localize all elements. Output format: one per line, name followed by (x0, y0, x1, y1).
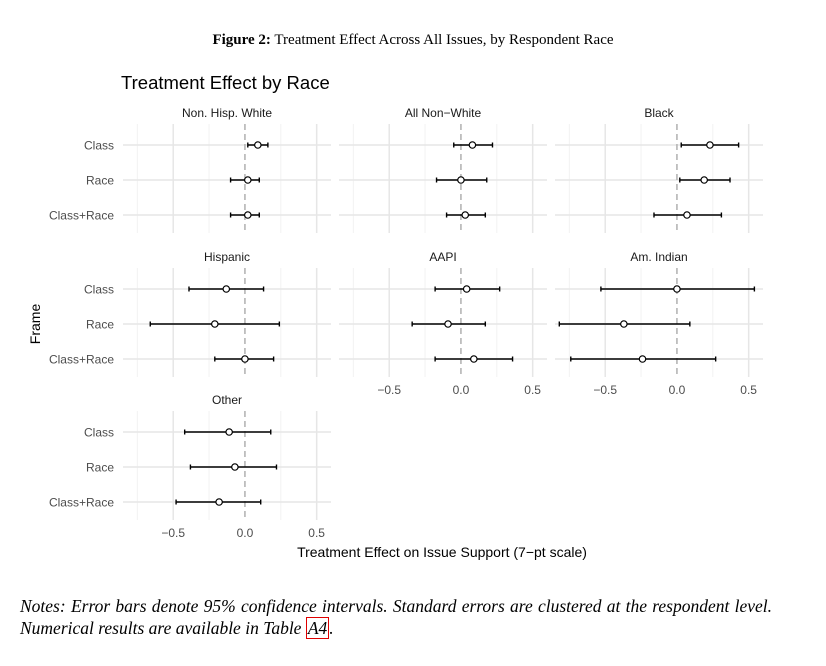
point-estimate (212, 321, 218, 327)
x-tick-label: −0.5 (161, 526, 186, 540)
y-tick-label: Class (83, 425, 114, 440)
y-tick-label: Race (85, 317, 114, 332)
panel-title: Non. Hisp. White (181, 106, 273, 120)
point-estimate (216, 499, 222, 505)
panel-other (49, 393, 331, 540)
panel-title: AAPI (429, 250, 457, 264)
y-tick-label: Class+Race (48, 208, 114, 223)
point-estimate (621, 321, 627, 327)
point-estimate (639, 356, 645, 362)
panel-black (555, 106, 763, 233)
x-axis-title: Treatment Effect on Issue Support (7−pt scale) (297, 544, 587, 560)
notes-text: Notes: Error bars denote 95% confidence intervals. Standard errors are clustered at the respondent level. Numerical results are available in Table (20, 596, 772, 638)
x-tick-label: 0.5 (308, 526, 325, 540)
point-estimate (469, 142, 475, 148)
y-tick-label: Class (83, 282, 114, 297)
y-tick-label: Class+Race (48, 352, 114, 367)
y-tick-label: Class+Race (48, 495, 114, 510)
y-tick-label: Class (83, 138, 114, 153)
point-estimate (463, 286, 469, 292)
point-estimate (674, 286, 680, 292)
table-reference-link[interactable]: A4 (307, 618, 328, 638)
panel-am-indian (555, 250, 763, 397)
point-estimate (226, 429, 232, 435)
point-estimate (707, 142, 713, 148)
x-tick-label: −0.5 (593, 383, 618, 397)
panel-hispanic (49, 250, 331, 377)
figure-caption-text: Treatment Effect Across All Issues, by Respondent Race (274, 32, 614, 48)
figure-notes (20, 595, 772, 639)
y-tick-label: Race (85, 173, 114, 188)
point-estimate (223, 286, 229, 292)
x-tick-label: 0.0 (668, 383, 686, 397)
point-estimate (445, 321, 451, 327)
y-axis-title: Frame (27, 303, 43, 345)
point-estimate (245, 177, 251, 183)
notes-end: . (329, 618, 334, 638)
figure-caption-label: Figure 2: (212, 32, 271, 48)
facet-panels (49, 106, 763, 540)
x-tick-label: −0.5 (377, 383, 402, 397)
panel-title: Am. Indian (630, 250, 688, 264)
panel-aapi (339, 250, 547, 397)
point-estimate (684, 212, 690, 218)
x-tick-label: 0.5 (524, 383, 541, 397)
panel-title: Hispanic (203, 250, 251, 264)
panel-title: Black (644, 106, 674, 120)
point-estimate (462, 212, 468, 218)
point-estimate (245, 212, 251, 218)
panel-all-non-white (339, 106, 547, 233)
x-tick-label: 0.0 (452, 383, 470, 397)
panel-title: All Non−White (404, 106, 482, 120)
point-estimate (458, 177, 464, 183)
y-tick-label: Race (85, 460, 114, 475)
panel-title: Other (211, 393, 243, 407)
point-estimate (701, 177, 707, 183)
point-estimate (471, 356, 477, 362)
x-tick-label: 0.0 (236, 526, 254, 540)
chart-title: Treatment Effect by Race (121, 72, 330, 93)
x-tick-label: 0.5 (740, 383, 757, 397)
point-estimate (242, 356, 248, 362)
panel-non-hisp-white (49, 106, 331, 233)
point-estimate (232, 464, 238, 470)
point-estimate (255, 142, 261, 148)
